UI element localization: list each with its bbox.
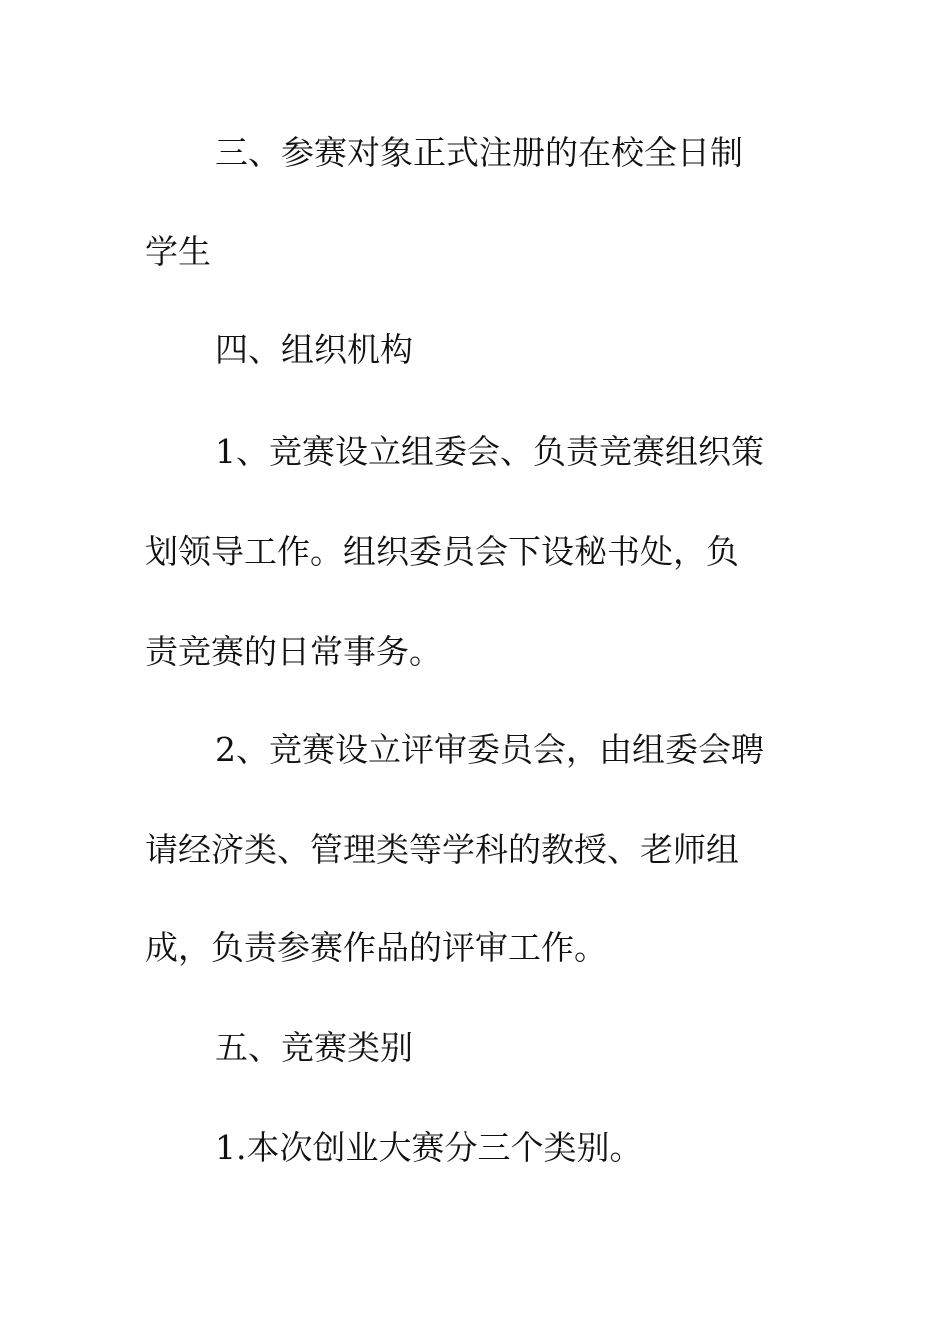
text-line-section-three-continued: 学生 xyxy=(145,232,211,271)
text-line-item-one-end: 责竞赛的日常事务。 xyxy=(145,632,442,671)
text-line-item-two-end: 成，负责参赛作品的评审工作。 xyxy=(145,928,607,967)
text-line-item-one-continued: 划领导工作。组织委员会下设秘书处，负 xyxy=(145,532,739,571)
text-line-categories-item-one: 1.本次创业大赛分三个类别。 xyxy=(215,1128,643,1167)
text-line-item-two: 2、竞赛设立评审委员会，由组委会聘 xyxy=(215,730,764,769)
text-line-section-three-participants: 三、参赛对象正式注册的在校全日制 xyxy=(215,133,743,172)
text-line-item-two-continued: 请经济类、管理类等学科的教授、老师组 xyxy=(145,830,739,869)
heading-section-four-organization: 四、组织机构 xyxy=(215,330,413,369)
heading-section-five-categories: 五、竞赛类别 xyxy=(215,1028,413,1067)
text-line-item-one: 1、竞赛设立组委会、负责竞赛组织策 xyxy=(215,432,764,471)
